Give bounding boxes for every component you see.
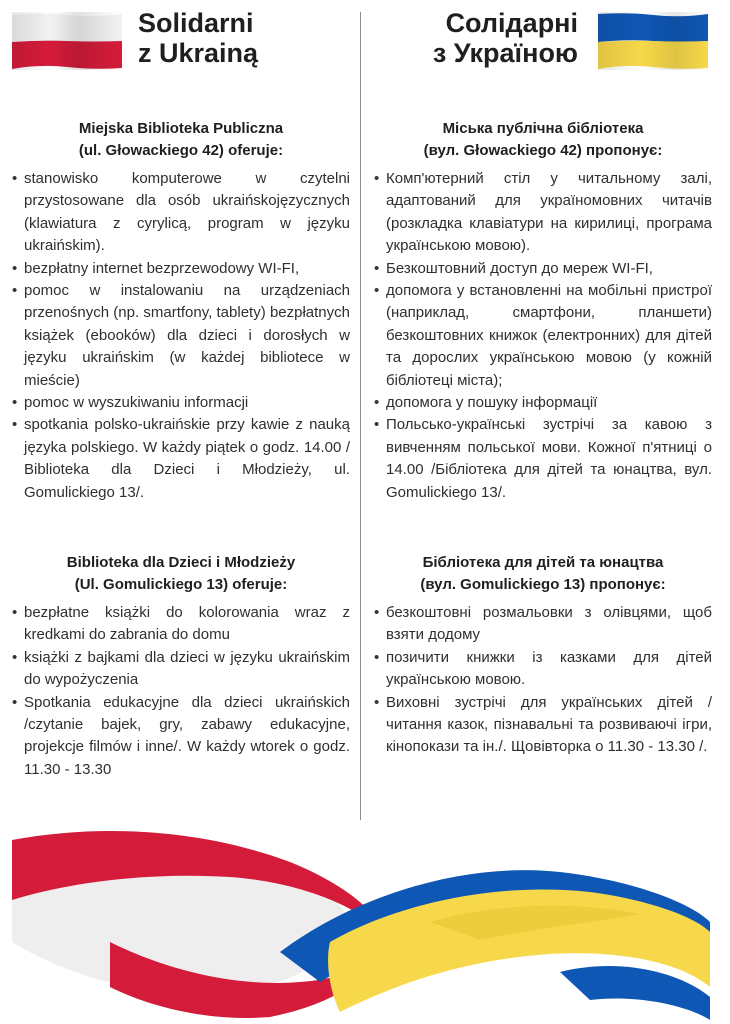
- list-item: • pomoc w instalowaniu na urządzeniach przenośnych (np. smartfony, tablety) bezpłatnych książek (ebooków) dla dzieci i dorosłych w języku ukraińskim (w każdej bibliotece w mieście): [12, 280, 350, 392]
- list-item: • książki z bajkami dla dzieci w języku ukraińskim do wypożyczenia: [12, 647, 350, 692]
- pl-section1-title-line2: (ul. Głowackiego 42) oferuje:: [78, 142, 284, 159]
- poland-solidarity-title: [138, 8, 258, 68]
- ua-section-central-library: [374, 118, 712, 504]
- ribbon-blue-band-end: [560, 966, 710, 1020]
- title-pl-line2: z Ukrainą: [138, 38, 259, 68]
- pl-section2-title-line2: (Ul. Gomulickiego 13) oferuje:: [74, 576, 288, 593]
- pl-section-central-library: [12, 118, 350, 504]
- pl-section1-heading: [12, 118, 350, 162]
- pl-section-children-library: [12, 552, 350, 781]
- list-item: • допомога у пошуку інформації: [374, 392, 712, 414]
- pl-section2-list: [12, 602, 350, 781]
- ua-section2-title-line1: Бібліотека для дітей та юнацтва: [422, 554, 664, 571]
- list-item: • pomoc w wyszukiwaniu informacji: [12, 392, 350, 414]
- list-item: • позичити книжки із казками для дітей українською мовою.: [374, 647, 712, 692]
- flag-ribbon-decoration: [0, 822, 730, 1024]
- ua-section1-heading: [374, 118, 712, 162]
- title-pl-line1: Solidarni: [138, 8, 254, 38]
- title-ua-line2: з Україною: [432, 38, 578, 68]
- ua-section1-title-line1: Міська публічна бібліотека: [442, 120, 644, 137]
- list-item: • bezpłatne książki do kolorowania wraz z kredkami do zabrania do domu: [12, 602, 350, 647]
- ua-section2-heading: [374, 552, 712, 596]
- pl-section1-title-line1: Miejska Biblioteka Publiczna: [78, 120, 284, 137]
- ua-section-children-library: [374, 552, 712, 759]
- pl-section2-heading: [12, 552, 350, 596]
- title-ua-line1: Солідарні: [445, 8, 578, 38]
- list-item: • spotkania polsko-ukraińskie przy kawie z nauką języka polskiego. W każdy piątek o godz. 14.00 / Biblioteka dla Dzieci i Młodzieży, ul. Gomulickiego 13/.: [12, 414, 350, 504]
- ua-section1-list: [374, 168, 712, 504]
- list-item: • Безкоштовний доступ до мереж WI-FI,: [374, 258, 712, 280]
- ua-section2-title-line2: (вул. Gomulickiego 13) пропонує:: [420, 576, 666, 593]
- ukraine-solidarity-title: [433, 8, 578, 68]
- pl-section2-title-line1: Biblioteka dla Dzieci i Młodzieży: [66, 554, 296, 571]
- list-item: • Виховні зустрічі для українських дітей /читання казок, пізнавальні та розвиваючі ігри, кінопокази та ін./. Щовівторка о 11.30 - 13.30 /.: [374, 692, 712, 759]
- poland-flag-icon: [12, 12, 122, 70]
- pl-section1-list: [12, 168, 350, 504]
- ua-section2-list: [374, 602, 712, 759]
- ua-section1-title-line2: (вул. Głowackiego 42) пропонує:: [423, 142, 663, 159]
- list-item: • Польсько-українські зустрічі за кавою з вивченням польської мови. Кожної п'ятниці о 14.00 /Бібліотека для дітей та юнацтва, вул. Gomulickiego 13/.: [374, 414, 712, 504]
- list-item: • Комп'ютерний стіл у читальному залі, адаптований для україномовних читачів (розкладка клавіатури на кирилиці, програма українською мовою).: [374, 168, 712, 258]
- list-item: • stanowisko komputerowe w czytelni przystosowane dla osób ukraińskojęzycznych (klawiatura z cyrylicą, program w języku ukraińskim).: [12, 168, 350, 258]
- column-divider: [360, 12, 361, 820]
- list-item: • Spotkania edukacyjne dla dzieci ukraińskich /czytanie bajek, gry, zabawy edukacyjne, projekcje filmów i inne/. W każdy wtorek o godz. 11.30 - 13.30: [12, 692, 350, 782]
- ukraine-flag-icon: [598, 12, 708, 70]
- list-item: • допомога у встановленні на мобільні пристрої (наприклад, смартфони, планшети) безкоштовних книжок (електронних) для дітей та дорослих українською мовою (у кожній бібліотеці міста);: [374, 280, 712, 392]
- list-item: • bezpłatny internet bezprzewodowy WI-FI,: [12, 258, 350, 280]
- list-item: • безкоштовні розмальовки з олівцями, щоб взяти додому: [374, 602, 712, 647]
